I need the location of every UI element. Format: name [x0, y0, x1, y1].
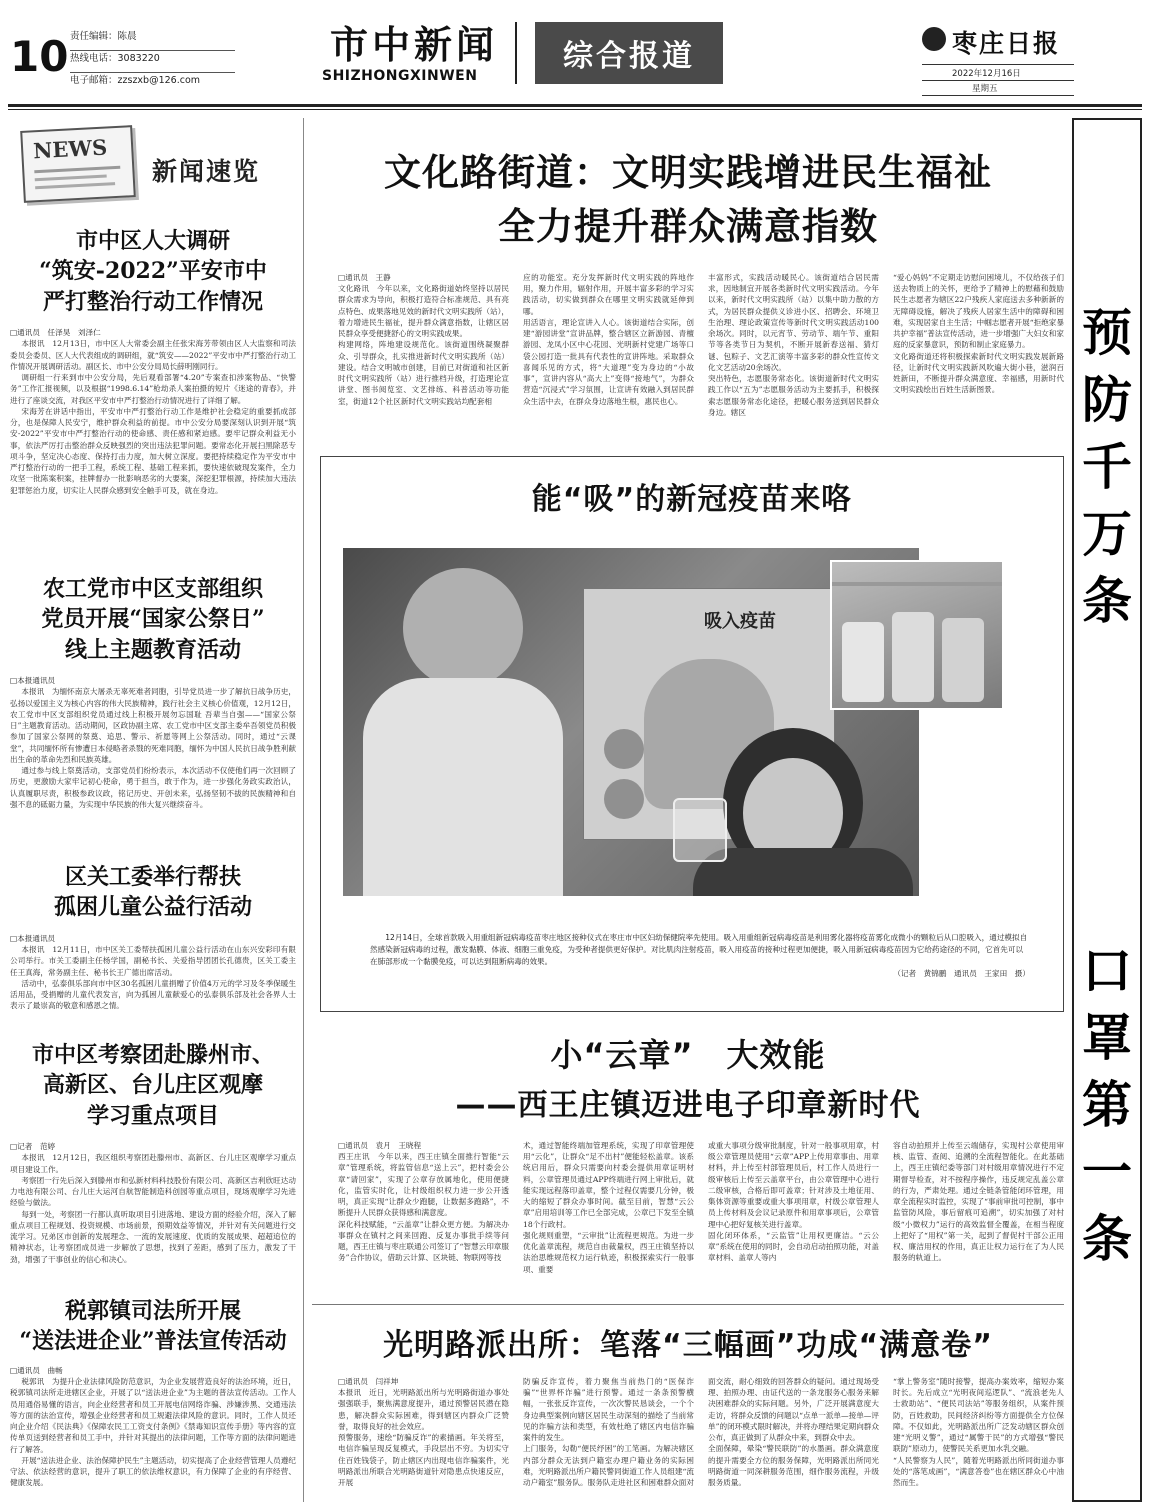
- hotline-row: 热线电话：3083220: [70, 53, 160, 64]
- news-brief-title: 新闻速览: [152, 157, 261, 186]
- article-body: [10, 1152, 296, 1264]
- article-column: 应的功能室。充分发挥新时代文明实践的阵地作用，聚力作用，辐射作用，开展丰富多彩的学习实践活动，切实做到群众在哪里文明实践就延伸到哪。 用活语言，理论宣讲入人心。该街道结合实际，创建“游园讲堂”宣讲品牌，整合辖区立新游园、青檀游园、龙凤小区中心花园、光明新村党建广场等口袋公园打造一批具有代表性的宣讲阵地。采取群众喜闻乐见的方式，将“大道理”变为身边的“小故事”，宣讲内容从“高大上”变得“接地气”，为群众营造“沉浸式”学习氛围，让宣讲有效融入到居民群众生活中去，在群众身边落地生根，惠民也心。: [523, 273, 694, 406]
- masthead-rule: [8, 104, 1142, 107]
- editor-label: 责任编辑：陈晨: [70, 31, 137, 42]
- slogan-char: 万: [1082, 505, 1132, 563]
- news-brief-header: [10, 118, 296, 212]
- vaccine-caption-block: [370, 932, 1030, 981]
- article-paragraph: 考察团一行先后深入到滕州市和弘新材料科技股份有限公司、高新区吉利欣旺达动力电池有限公司、台儿庄大运河自航智能制造科创园等重点项目，现场观摩学习先进经验与做法。: [10, 1175, 296, 1208]
- article-title: 市中区人大调研 “筑安-2022”平安市中 严打整治行动工作情况: [39, 228, 267, 315]
- article-title: 税郭镇司法所开展 “送法进企业”普法宣传活动: [19, 1298, 287, 1355]
- sidebar-article: [10, 574, 296, 810]
- section-name: 市中新闻: [330, 22, 499, 67]
- news-badge: NEWS: [32, 134, 108, 164]
- masthead-divider: [515, 22, 517, 84]
- page-number: 10: [10, 32, 69, 81]
- section-type-box: [535, 22, 723, 84]
- article-paragraph: 本报讯 12月13日，市中区人大常委会副主任张宋海芳带领由区人大监察和司法委员会委员、区人大代表组成的调研组，就“筑安——2022”平安市中严打整治行动工作情况开展调研活动。副区长、市中公安分局局长薛明刚同行。: [10, 339, 296, 371]
- slogan-char: 预: [1082, 304, 1132, 362]
- lead-title-line2: 全力提升群众满意指数: [498, 205, 878, 248]
- article-paragraph: 本报讯 12月12日，我区组织考察团赴滕州市、高新区、台儿庄区观摩学习重点项目建设工作。: [10, 1153, 296, 1174]
- article-byline: □记者 范婷: [10, 1142, 56, 1152]
- masthead-rule-thin: [8, 109, 1142, 110]
- section-pinyin: SHIZHONGXINWEN: [322, 68, 478, 84]
- article-body: [10, 686, 296, 810]
- lead-title-line1: 文化路街道：文明实践增进民生福祉: [384, 151, 992, 194]
- masthead-info-rule: [70, 72, 235, 73]
- slogan-char: 一: [1082, 1143, 1132, 1201]
- seal-title-line1: 小“云章” 大效能: [550, 1036, 826, 1074]
- vertical-slogan-top: [1074, 300, 1140, 635]
- doctor-figure: [403, 568, 523, 688]
- article-column: 丰富形式，实践活动暖民心。该街道结合居民需求，因地制宜开展各类新时代文明实践活动。今年以来，新时代文明实践所（站）以集中助力散的方式，为居民群众提供义诊进小区、招聘会、环境卫生治理、理论政策宣传等新时代文明实践活动100余场次。同时，以元宵节、劳动节、端午节、重阳节等各类节日为契机，不断开展新春送福、猜灯谜、包粽子、文艺汇演等丰富多彩的群众性宣传文化文艺活动20余场次。 突出特色，志愿服务常态化。该街道新时代文明实践工作以“五为”志愿服务活动为主要抓手，积极探索志愿服务常态化途径，把暖心服务送到居民群众身边。辖区: [708, 273, 879, 417]
- inhaler-cup: [673, 798, 727, 862]
- police-article-body: [338, 1376, 1064, 1502]
- article-byline: □本报通讯员: [10, 676, 56, 686]
- article-column: □通讯员 袁月 王晓程 西王庄讯 今年以来，西王庄镇全面推行智能“云章”管理系统，将监管信息“送上云”，把村委会公章“请回家”，实现了公章存放属地化，使用便捷化，监管实时化，让村级组织权力进一步公开透明，真正实现“让群众少跑腿，让数据多跑路”，不断提升人民群众获得感和满意度。 深化科技赋能，“云盖章”让群众更方便。为解决办事群众在镇村之间来回跑、反复办事批手续等问题，西王庄镇与枣庄联通公司签订了“智慧云印章服务”合作协议，借助云计算、区块链、物联网等技: [338, 1141, 509, 1263]
- article-column: “爱心妈妈”不定期走访慰问困境儿，不仅给孩子们送去物质上的关怀，更给予了精神上的慰藉和鼓励民生志愿者为辖区22户残疾人家庭送去多种新新的无障碍设施，解决了残疾人居家生活中的障碍和困难，实现居家自主生活；中帼志愿者开展“拒绝家暴共护幸福”普法宣传活动，进一步增强广大妇女和家庭的反家暴意识，预防和制止家庭暴力。 文化路街道还将积极探索新时代文明实践发展新路径，让新时代文明实践新风吹遍大街小巷，滋润百姓新田，不断提升群众满意度、幸福感，用新时代文明实践绘出百姓生活新图景。: [893, 273, 1064, 395]
- date-text: 2022年12月16日: [922, 64, 1074, 80]
- article-paragraph: 本报讯 12月11日，市中区关工委帮扶孤困儿童公益行活动在山东兴安彩印有限公司举行。市关工委副主任杨学国，副秘书长、关爱指导团团长孔德贵，区关工委主任王真海，常务副主任、秘书长王广德出席活动。: [10, 945, 296, 977]
- article-paragraph: 本报讯 为缅怀南京大屠杀无辜死难者同胞，引导党员进一步了解抗日战争历史，弘扬以爱国主义为核心内容的伟大民族精神，践行社会主义核心价值观，12月12日，农工党市中区支部组织党员通过线上积极开展勿忘国耻 吾辈当自强——“国家公祭日”主题教育活动。活动期间，区政协副主席、农工党市中区支部主委牟吾领党员积极参加了国家公祭网的祭奠、追思、警示、祈愿等网上公祭活动。同时，通过“云课堂”，共同缅怀所有惨遭日本侵略者杀戮的死难同胞，缅怀为中国人民抗日战争胜利献出生命的革命先烈和民族英雄。: [10, 687, 296, 764]
- hotline-number: 3083220: [117, 53, 160, 64]
- article-title: 区关工委举行帮扶 孤困儿童公益行活动: [53, 864, 252, 921]
- article-byline: □通讯员 任泽昊 刘泽仁: [10, 328, 101, 338]
- masthead-info: [70, 26, 200, 92]
- email-row: 电子邮箱：zzszxb@126.com: [70, 75, 201, 86]
- weekday-text: 星期五: [922, 80, 1074, 96]
- sidebar-article: [10, 1296, 296, 1502]
- article-paragraph: 每到一处，考察团一行都认真听取项目引进落地、建设方面的经验介绍，深入了解重点项目工程规划、投资规模、市场前景，预期效益等情况，并针对有关问题进行交流学习。兄弟区市创新的发展理念、一流的发展速度、优质的发展成果、超超追位的精神状态，让考察团成员进一步解放了思想，找到了差距，感到了压力，激发了干劲，增强了干事创业的信心和决心。: [10, 1209, 296, 1264]
- article-column: 术，通过智能终端加管理系统，实现了印章管理使用“云化”，让群众“足不出村”便能轻松盖章。该系统启用后，群众只需要向村委会提供用章证明材料，公章管理员通过APP终端进行网上审批后，就能实现远程落印盖章，整个过程仅需要几分钟，极大的缩短了群众办事时间。截至目前，智慧“云公章”启用培训等工作已全部完成，公章已下发至全镇18个行政村。 强化规则重塑，“云审批”让流程更规范。为进一步优化盖章流程，规范自由裁量权，西王庄镇坚持以法治思维规范权力运行轨迹，积极探索实行一般事项、重要: [523, 1141, 694, 1274]
- article-paragraph: 调研组一行来到市中公安分局，先后观看部署“4.20”专案查扣涉案物品、“快警务”工作汇报视频，以及根据“1998.6.14”枪劫杀人案拍摄的短片《迷途的青春》，并进行了座谈交流，对我区平安市中严打整治行动情况进行了详细了解。: [10, 373, 296, 405]
- slogan-char: 口: [1082, 942, 1132, 1000]
- paper-logo-icon: [922, 27, 946, 51]
- seal-article-body: [338, 1140, 1064, 1300]
- sidebar-article: [10, 1040, 296, 1265]
- section-type: 综合报道: [563, 39, 695, 74]
- sidebar-article: [10, 862, 296, 1012]
- police-title: 光明路派出所：笔落“三幅画”功成“满意卷”: [383, 1328, 993, 1363]
- slogan-char: 千: [1082, 438, 1132, 496]
- article-column: 面交流，耐心细致的回答群众的疑问。通过现场受理、拍照办理、由证代送的一条龙服务心服务来解决困难群众的实际问题。另外，广泛开展满意度大走访，将群众反馈的问题以“点单一派单—接单—评单”的闭环模式限时解决，并将办理结果定期向群众公布，真正做到了从群众中来，到群众中去。 全面保障，晕染“警民联防”的水墨画。群众满意度的提升需要全方位的服务保障，光明路派出所同光明路街道一同深耕服务范围，细作服务流程，升级服务质量。: [708, 1377, 879, 1488]
- article-paragraph: 宋海芳在讲话中指出，平安市中严打整治行动工作是维护社会稳定的重要抓成部分，也是保障人民安宁，维护群众利益的前提。市中公安分局要深刻认识到开展“筑安-2022”平安市中严打整治行动的使命感、责任感和紧迫感。要牢记群众利益无小事，依法严厉打击整治群众反映强烈的突出违法犯罪问题。要常态化开展扫黑除恶专项斗争，坚定决心态度、保持打击力度，加大树立深度。要把持续稳定作为平安市中严打整治行动的一把手工程，系统工程、基础工程来抓，要快速依破现发案件，全力攻坚一批陈案积案，挂牌督办一批影响恶劣的大要案，深挖犯罪根源，持续加大违法犯罪惩治力度，切实让人民群众感到安全触手可及，就在身边。: [10, 406, 296, 495]
- slogan-char: 条: [1082, 572, 1132, 630]
- article-column: □通讯员 闫祥坤 本报讯 近日，光明路派出所与光明路街道办事处强强联手，聚焦满意度提升，通过预警居民潜在隐患，解决群众实际困难，得到辖区内群众广泛赞誉，取得良好的社会效应。 预警服务，速绘“防骗反诈”的素描画。年关将至，电信诈骗呈现反复模式，手段层出不穷。为切实守住百姓钱袋子，防止辖区内出现电信诈骗案件，光明路派出所联合光明路街道针对隐患点快速反应，开展: [338, 1377, 509, 1488]
- slogan-char: 第: [1082, 1076, 1132, 1134]
- paper-name: 枣庄日报: [952, 29, 1061, 58]
- seal-title-line2: ——西王庄镇迈进电子印章新时代: [455, 1088, 921, 1123]
- article-column: “掌上警务室”随时接警，提高办案效率，缩短办案时长。先后成立“光明夜间巡逻队”、“流浪老先人士救助站”、“便民司法站”等服务组织，从案件预防，百姓救助，民间经济纠纷等方面提供全方位保障。不仅如此，光明路派出所广泛发动辖区群众创建“光明义警”，通过“属警于民”的方式增强“警民联防”原动力，使警民关系更加水乳交融。 “人民警察为人民”，随着光明路派出所同街道办事处的“落笔成画”，“满意答卷”也在辖区群众心中油然而生。: [893, 1377, 1064, 1488]
- article-paragraph: 通过参与线上祭奠活动，支部党员们纷纷表示，本次活动不仅使他们再一次回顾了历史，更激励大家牢记初心使命，勇于担当，敢于作为，进一步强化务政实政治认，认真履职尽责，积极参政议政，铭记历史、开创未来，弘扬坚韧不拔的民族精神和自强不息的砥砺力量，为实现中华民族的伟大复兴继续奋斗。: [10, 766, 296, 809]
- sidebar-divider: [303, 118, 304, 1502]
- vaccine-photo-inset: [830, 560, 1004, 710]
- article-column: □通讯员 王静 文化路讯 今年以来，文化路街道始终坚持以居民群众需求为导向，积极打造符合标准规范、具有亮点特色、成果落地见效的新时代文明实践所（站），着力增进民生福祉，提升群众满意指数，让辖区居民群众享受便捷舒心的文明实践成果。 构建网络，阵地建设规范化。该街道围绕凝聚群众、引导群众，扎实推进新时代文明实践所（站）建设。结合文明城市创建，目前已对街道和社区新时代文明实践所（站）进行推档升级，打造理论宣讲堂、图书阅览室、文艺排练、科普活动等功能室，街道12个社区新时代文明实践站均配套相: [338, 273, 509, 406]
- poster-sign: 吸入疫苗: [704, 611, 776, 632]
- vertical-slogan-bottom: [1074, 938, 1140, 1273]
- article-column: 容自动拍照并上传至云端储存，实现村公章使用审核、监管、查阅、追溯的全流程智能化。在此基础上，西王庄镇纪委等部门对村级用章情况进行不定期督导检查，对不按程序操作，违反规定乱盖公章的行为，严肃处理。通过全链条管能闭环管理，用章全流程实时监控，实现了“事前审批可控制，事中监管防风险，事后留痕可追溯”，切实加强了对村级“小微权力”运行的高效监督全覆盖，在相当程度上把好了“用权”第一关，起到了督促村干部公正用权、廉洁用权的作用，真正让权力运行在了为人民服务的轨道上。: [893, 1141, 1064, 1263]
- article-byline: □本报通讯员: [10, 933, 56, 943]
- section-rule: [312, 1304, 1064, 1305]
- sidebar-article: [10, 226, 296, 496]
- vaccine-title: 能“吸”的新冠疫苗来咯: [531, 482, 853, 517]
- article-title: 市中区考察团赴滕州市、 高新区、台儿庄区观摩 学习重点项目: [31, 1042, 274, 1129]
- article-paragraph: 活动中，弘泰俱乐部向市中区30名孤困儿童捐赠了价值4万元的学习及冬季保暖生活用品，受捐赠的儿童代表发言，向为孤困儿童献爱心的弘泰俱乐部及社会各界人士表示了最崇高的敬意和感恩之情。: [10, 978, 296, 1011]
- article-body: [10, 338, 296, 495]
- article-title: 农工党市中区支部组织 党员开展“国家公祭日” 线上主题教育活动: [41, 576, 265, 663]
- article-paragraph: 税郭讯 为提升企业法律风险防范意识，为企业发展营造良好的法治环境，近日，税郭镇司法所走进辖区企业，开展了以“送法进企业”为主题的普法宣传活动。工作人员用通俗易懂的语言，向企业经营者和员工开展电信网络诈骗、涉嫌涉黑、交通违法等方面的法治宣传，增强企业经营者和员工规避法律风险的意识。同时，工作人员还向企业介绍《民法典》《保障农民工工资支付条例》《禁毒知识宣传手册》等内容的宣传单页送到经营者和员工手中，并针对其提出的法律问题，工作等方面的法律问题进行了解答。: [10, 1377, 296, 1454]
- article-column: 或重大事项分级审批制度，针对一般事项用章，村级公章管理员使用“云章”APP上传用章事由、用章材料，并上传至村部管理员后，村工作人员进行一级审核后上传至云盖章平台，由公章管理中心进行二级审核，合格后即可盖章；针对涉及土地征用、集体资源等重要或重大事项用章，村级公章管理人员上传材料及会议记录原件和用章事项后，公章管理中心把好复核关进行盖章。 固化闭环体系，“云监管”让用权更廉洁。“云公章”系统在使用的同时，会自动启动拍照功能，对盖章材料、盖章人等内: [708, 1141, 879, 1263]
- vaccine-caption: 12月14日，全球首款吸入用重组新冠病毒疫苗枣庄地区接种仪式在枣庄市中区妇幼保健院率先使用。吸入用重组新冠病毒疫苗是利用雾化器将疫苗雾化成微小的颗粒后从口腔吸入，通过模拟自然感染新冠病毒的过程，激发黏膜、体液、细胞三重免疫，为受种者提供更好保护。对比肌肉注射疫苗，吸入用疫苗的接种过程更加便捷，吸入用新冠病毒疫苗因为它给药途径的不同，它首先可以在肺部形成一个黏膜免疫，可以达到阻断病毒的效果。: [370, 933, 1028, 967]
- article-column: 防骗反诈宣传，着力聚焦当前热门的“医保诈骗”“世界杯诈骗”进行预警。通过一条条预警横幅，一张张反诈宣传，一次次警民恳谈会，一个个身边典型案例向辖区居民生动深刻的描绘了当前常见的诈骗方法和类型，有效杜绝了辖区内电信诈骗案件的发生。 上门服务，勾勒“便民纾困”的工笔画。为解决辖区内部分群众无法到户籍室办理户籍业务的实际困难，光明路派出所户籍民警同街道工作人员组建“流动户籍室”服务队。服务队走进社区和困难群众面对: [523, 1377, 694, 1488]
- lead-article-body: [338, 272, 1064, 448]
- masthead-info-rule: [70, 50, 235, 51]
- slogan-char: 条: [1082, 1210, 1132, 1268]
- slogan-char: 防: [1082, 371, 1132, 429]
- slogan-char: 罩: [1082, 1009, 1132, 1067]
- article-body: [10, 944, 296, 1011]
- email-address[interactable]: zzszxb@126.com: [117, 75, 201, 86]
- date-box: [922, 64, 1074, 96]
- article-body: [10, 1376, 296, 1488]
- newspaper-icon: [20, 125, 136, 203]
- article-paragraph: 开展“送法进企业、法治保障护民生”主题活动，切实提高了企业经营管理人员遵纪守法、依法经营的意识，提升了职工的依法维权意识，有力保障了企业的有序经营、健康发展。: [10, 1455, 296, 1488]
- photo-credit: （记者 黄锦鹏 通讯员 王家田 摄）: [893, 969, 1030, 979]
- article-byline: □通讯员 曲畅: [10, 1365, 63, 1375]
